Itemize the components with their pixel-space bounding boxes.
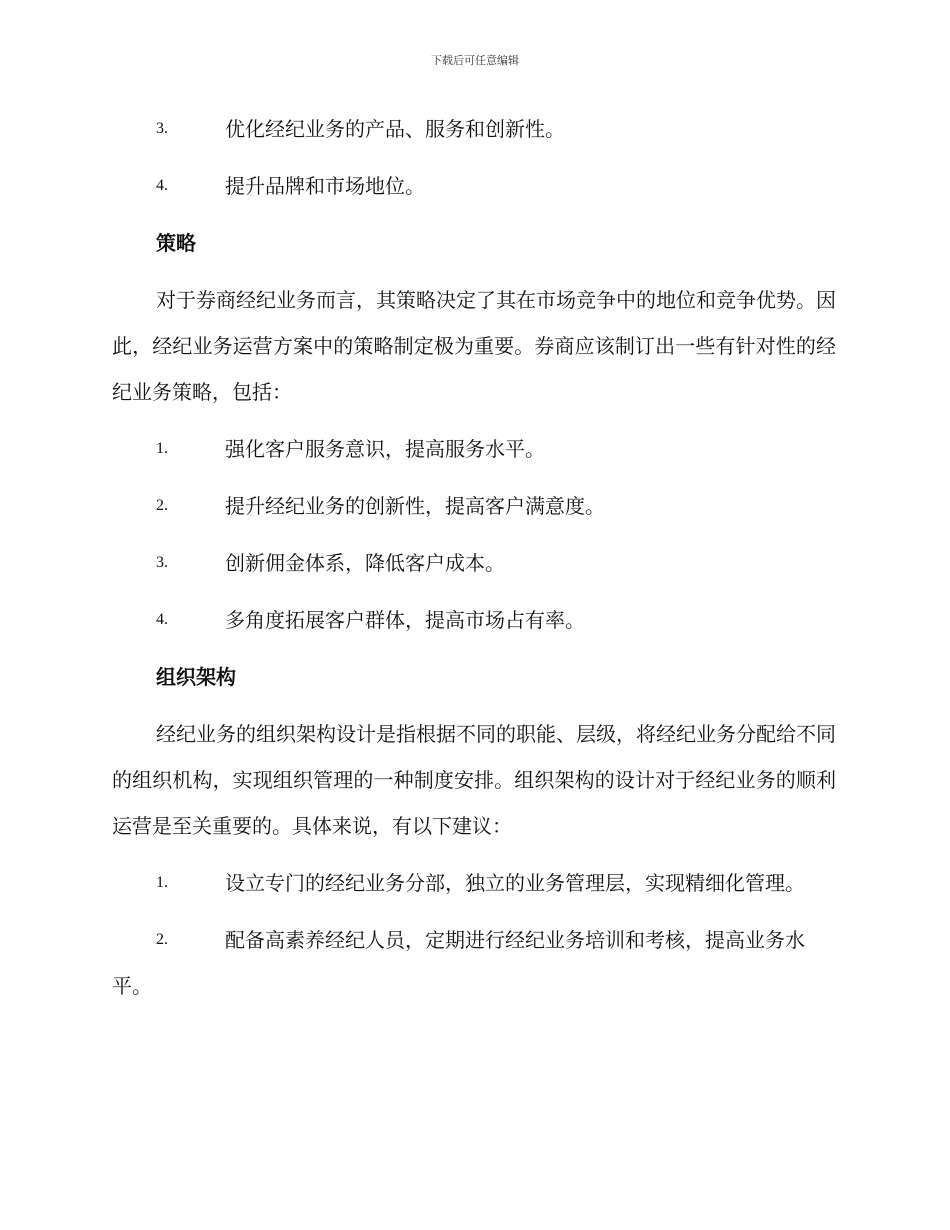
list-item	[112, 426, 836, 472]
list-text: 创新佣金体系，降低客户成本。	[225, 551, 505, 575]
list-text: 提升经纪业务的创新性，提高客户满意度。	[225, 494, 605, 518]
list-text: 配备高素养经纪人员，定期进行经纪业务培训和考核，提高业务水平。	[112, 928, 805, 998]
list-number: 4.	[156, 177, 168, 194]
list-item	[112, 483, 836, 529]
list-number: 2.	[156, 931, 168, 948]
list-number: 1.	[156, 874, 168, 891]
list-number: 2.	[156, 497, 168, 514]
document-body	[112, 106, 836, 1020]
list-text: 多角度拓展客户群体，提高市场占有率。	[225, 608, 585, 632]
list-number: 1.	[156, 440, 168, 457]
section-heading-strategy: 策略	[156, 231, 196, 255]
list-number: 3.	[156, 120, 168, 137]
list-item	[112, 917, 836, 1009]
section-heading-organization: 组织架构	[156, 665, 236, 689]
page-header: 下载后可任意编辑	[431, 54, 519, 67]
list-text: 提升品牌和市场地位。	[225, 174, 425, 198]
list-item	[112, 163, 836, 209]
list-item	[112, 597, 836, 643]
list-item	[112, 106, 836, 152]
list-item	[112, 860, 836, 906]
list-item	[112, 540, 836, 586]
list-number: 3.	[156, 554, 168, 571]
strategy-intro-paragraph: 对于券商经纪业务而言，其策略决定了其在市场竞争中的地位和竞争优势。因此，经纪业务运营方案中的策略制定极为重要。券商应该制订出一些有针对性的经纪业务策略，包括：	[112, 288, 836, 404]
list-text: 强化客户服务意识，提高服务水平。	[225, 437, 545, 461]
list-number: 4.	[156, 611, 168, 628]
list-text: 优化经纪业务的产品、服务和创新性。	[225, 117, 565, 141]
list-text: 设立专门的经纪业务分部，独立的业务管理层，实现精细化管理。	[225, 871, 805, 895]
organization-intro-paragraph: 经纪业务的组织架构设计是指根据不同的职能、层级，将经纪业务分配给不同的组织机构，实现组织管理的一种制度安排。组织架构的设计对于经纪业务的顺利运营是至关重要的。具体来说，有以下建议：	[112, 722, 836, 838]
